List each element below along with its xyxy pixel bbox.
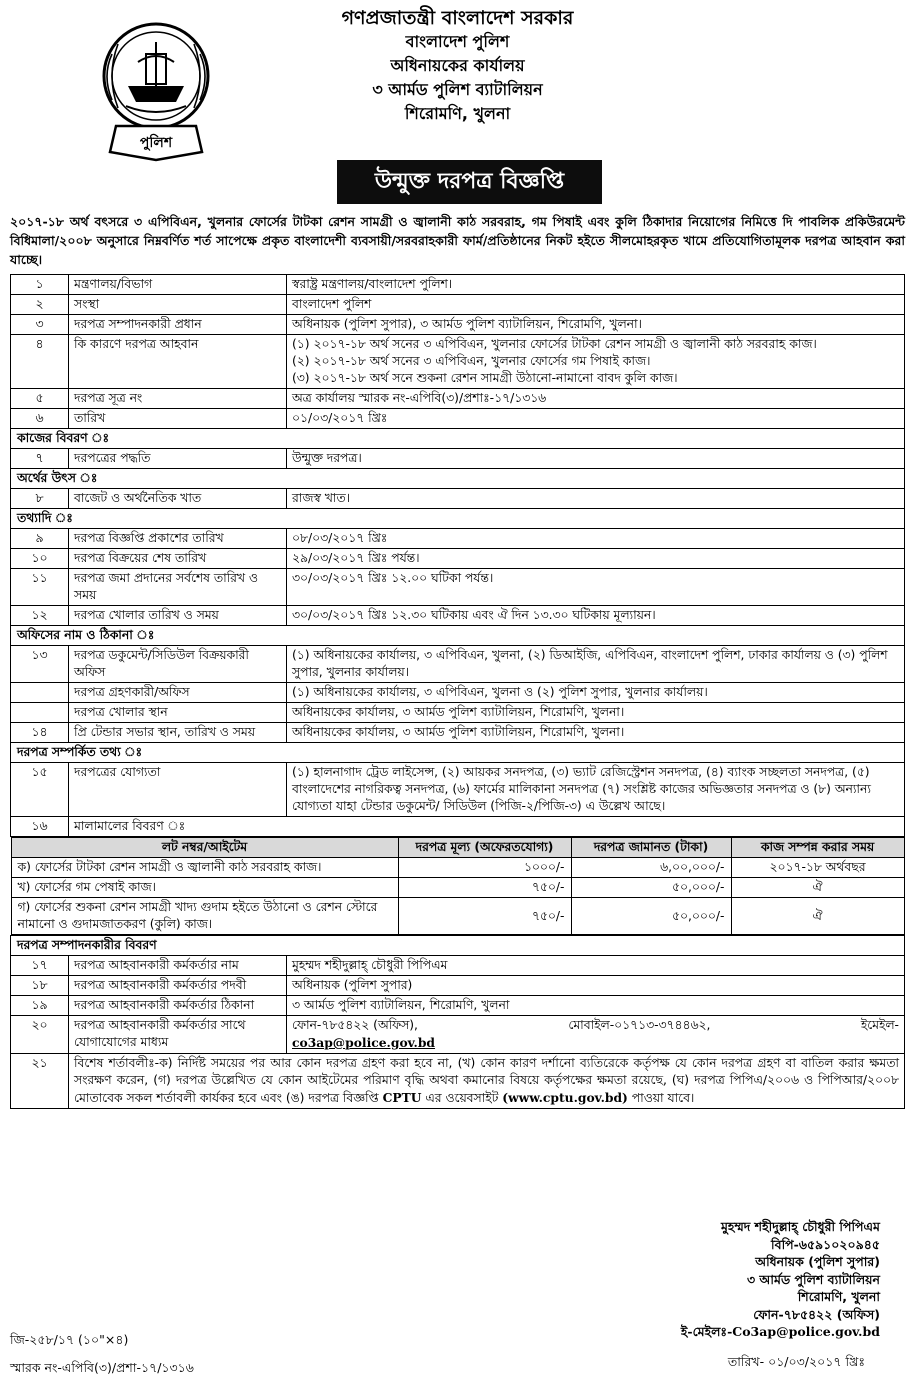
signatory-name: মুহম্মদ শহীদুল্লাহ্ চৌধুরী পিপিএম — [720, 1219, 880, 1234]
table-row — [11, 449, 905, 469]
row-value: অধিনায়কের কার্যালয়, ৩ আর্মড পুলিশ ব্যাটালিয়ন, শিরোমণি, খুলনা। — [287, 703, 905, 723]
row-value: ৩০/০৩/২০১৭ খ্রিঃ ১২.৩০ ঘটিকায় এবং ঐ দিন ১৩.৩০ ঘটিকায় মূল্যায়ন। — [287, 606, 905, 626]
cptu-website-link[interactable]: (www.cptu.gov.bd) — [502, 1090, 628, 1105]
table-row — [11, 703, 905, 723]
section-heading: কাজের বিবরণ ঃ — [11, 429, 905, 449]
row-value: অধিনায়ক (পুলিশ সুপার) — [287, 976, 905, 996]
row-number: ১৬ — [11, 817, 69, 837]
row-value: অধিনায়ক (পুলিশ সুপার), ৩ আর্মড পুলিশ ব্যাটালিয়ন, শিরোমণি, খুলনা। — [287, 315, 905, 335]
table-row — [11, 1016, 905, 1054]
row-value: মুহম্মদ শহীদুল্লাহ্ চৌধুরী পিপিএম — [287, 956, 905, 976]
section-heading: অফিসের নাম ও ঠিকানা ঃ — [11, 626, 905, 646]
intro-paragraph: ২০১৭-১৮ অর্থ বৎসরে ৩ এপিবিএন, খুলনার ফোর্সের টাটকা রেশন সামগ্রী ও জ্বালানী কাঠ সরবরাহ, গম পিষাই এবং কুলি ঠিকাদার নিয়োগের নিমিত্তে দি পাবলিক প্রকিউরমেন্ট বিধিমালা/২০০৮ অনুসারে নিম্নবর্ণিত শর্ত সাপেক্ষে প্রকৃত বাংলাদেশী ব্যবসায়ী/সরবরাহকারী ফার্ম/প্রতিষ্ঠানের নিকট হইতে সীলমোহরকৃত খামে প্রতিযোগিতামূলক দরপত্র আহবান করা যাচ্ছে। — [10, 214, 905, 267]
row-label: বাজেট ও অর্থনৈতিক খাত — [69, 489, 287, 509]
conditions-text: বিশেষ শর্তাবলীঃ-ক) নির্দিষ্ট সময়ের পর আর কোন দরপত্র গ্রহণ করা হবে না, (খ) কোন কারণ দর্শানো ব্যতিরেকে কর্তৃপক্ষ যে কোন দরপত্র গ্রহণ বা বাতিল করার ক্ষমতা সংরক্ষণ করেন, (গ) দরপত্র উল্লেখিত যে কোন আইটেমের পরিমাণ বৃদ্ধি অথবা কমানোর বিষয়ে কর্তৃপক্ষের ক্ষমতা রয়েছে, (ঘ) দরপত্র পিপিএ/২০০৬ ও পিপিআর/২০০৮ মোতাবেক সকল শর্তাবলী কার্যকর হবে এবং (ঙ) দরপত্র বিজ্ঞপ্তি — [74, 1056, 899, 1105]
table-row — [11, 646, 905, 683]
table-row — [11, 389, 905, 409]
signatory-bp: বিপি-৬৫৯১০২০৯৪৫ — [771, 1236, 880, 1252]
row-number: ৯ — [11, 529, 69, 549]
section-row — [11, 626, 905, 646]
signatory-location: শিরোমণি, খুলনা — [797, 1289, 880, 1304]
item-price: ১০০০/- — [398, 858, 571, 878]
table-row — [11, 817, 905, 837]
row-value — [287, 1016, 905, 1054]
row-label: তারিখ — [69, 409, 287, 429]
row-label: দরপত্র গ্রহণকারী/অফিস — [69, 683, 287, 703]
row-label: দরপত্রের পদ্ধতি — [69, 449, 287, 469]
signatory-phone: ফোন-৭৮৫৪২২ (অফিস) — [753, 1306, 880, 1322]
item-row — [11, 858, 904, 878]
conditions-text-2: এর ওয়েবসাইট — [425, 1091, 499, 1105]
table-row — [11, 956, 905, 976]
conditions-text-3: পাওয়া যাবে। — [631, 1091, 695, 1105]
row-number: ৬ — [11, 409, 69, 429]
police-emblem-icon — [98, 14, 214, 164]
item-security: ৫০,০০০/- — [571, 878, 731, 898]
column-header: দরপত্র মূল্য (অফেরতযোগ্য) — [398, 838, 571, 858]
row-number: ৮ — [11, 489, 69, 509]
row-value: অধিনায়কের কার্যালয়, ৩ আর্মড পুলিশ ব্যাটালিয়ন, শিরোমণি, খুলনা। — [287, 723, 905, 743]
row-label: মালামালের বিবরণ ঃ — [69, 817, 905, 837]
table-row — [11, 275, 905, 295]
table-row — [11, 606, 905, 626]
items-header-row — [11, 838, 904, 858]
items-table — [11, 837, 905, 935]
table-row — [11, 529, 905, 549]
row-value — [287, 335, 905, 389]
row-label: দরপত্র আহবানকারী কর্মকর্তার পদবী — [69, 976, 287, 996]
item-time: ২০১৭-১৮ অর্থবছর — [731, 858, 904, 878]
row-number: ১৭ — [11, 956, 69, 976]
row-label: দরপত্র আহবানকারী কর্মকর্তার নাম — [69, 956, 287, 976]
row-number — [11, 683, 69, 703]
item-price: ৭৫০/- — [398, 878, 571, 898]
special-conditions — [69, 1054, 905, 1109]
table-row — [11, 763, 905, 817]
row-label: দরপত্র বিজ্ঞপ্তি প্রকাশের তারিখ — [69, 529, 287, 549]
table-row — [11, 335, 905, 389]
row-value: উন্মুক্ত দরপত্র। — [287, 449, 905, 469]
footer-refs — [10, 1326, 194, 1382]
table-row — [11, 295, 905, 315]
row-number: ১৮ — [11, 976, 69, 996]
contact-phone: ফোন-৭৮৫৪২২ (অফিস), — [292, 1018, 418, 1032]
item-security: ৬,০০,০০০/- — [571, 858, 731, 878]
row-number: ২০ — [11, 1016, 69, 1054]
table-row — [11, 976, 905, 996]
row-number: ১ — [11, 275, 69, 295]
row-label: দরপত্র খোলার স্থান — [69, 703, 287, 723]
row-value: (১) অধিনায়কের কার্যালয়, ৩ এপিবিএন, খুলনা, (২) ডিআইজি, এপিবিএন, বাংলাদেশ পুলিশ, ঢাকার কার্যালয় ও (৩) পুলিশ সুপার, খুলনার কার্যালয়। — [287, 646, 905, 683]
row-label: দরপত্র সম্পাদনকারী প্রধান — [69, 315, 287, 335]
signatory-email[interactable]: ই-মেইলঃ-Co3ap@police.gov.bd — [680, 1324, 880, 1339]
section-row — [11, 429, 905, 449]
item-description: খ) ফোর্সের গম পেষাই কাজ। — [11, 878, 398, 898]
table-row — [11, 1054, 905, 1109]
row-number — [11, 703, 69, 723]
contact-email-label: ইমেইল- — [860, 1018, 899, 1032]
row-number: ১৫ — [11, 763, 69, 817]
row-value: রাজস্ব খাত। — [287, 489, 905, 509]
row-value: স্বরাষ্ট্র মন্ত্রণালয়/বাংলাদেশ পুলিশ। — [287, 275, 905, 295]
row-label: দরপত্র ডকুমেন্ট/সিডিউল বিক্রয়কারী অফিস — [69, 646, 287, 683]
row-label: সংস্থা — [69, 295, 287, 315]
signatory-designation: অধিনায়ক (পুলিশ সুপার) — [755, 1254, 880, 1269]
table-row — [11, 315, 905, 335]
row-label: দরপত্র আহবানকারী কর্মকর্তার সাথে যোগাযোগের মাধ্যম — [69, 1016, 287, 1054]
item-description: ক) ফোর্সের টাটকা রেশন সামগ্রী ও জ্বালানী কাঠ সরবরাহ কাজ। — [11, 858, 398, 878]
row-label: দরপত্র জমা প্রদানের সর্বশেষ তারিখ ও সময় — [69, 569, 287, 606]
table-row — [11, 549, 905, 569]
row-number: ৫ — [11, 389, 69, 409]
header — [0, 0, 915, 150]
column-header: কাজ সম্পন্ন করার সময় — [731, 838, 904, 858]
press-ref: জি-২৫৮/১৭ (১০"×৪) — [10, 1332, 129, 1347]
reason-3: (৩) ২০১৭-১৮ অর্থ সনে শুকনা রেশন সামগ্রী উঠানো-নামানো বাবদ কুলি কাজ। — [292, 371, 678, 385]
section-heading: দরপত্র সম্পাদনকারীর বিবরণ — [11, 936, 905, 956]
header-lines — [230, 6, 685, 126]
row-value: (১) হালনাগাদ ট্রেড লাইসেন্স, (২) আয়কর সনদপত্র, (৩) ভ্যাট রেজিস্ট্রেশন সনদপত্র, (৪) ব্যাংক সচ্ছলতা সনদপত্র, (৫) বাংলাদেশের নাগরিকত্ব সনদপত্র, (৬) ফার্মের মালিকানা সনদপত্র (৭) সংশ্লিষ্ট কাজের অভিজ্ঞতার সনদপত্র ও (৮) অন্যান্য যোগ্যতা যাহা টেন্ডার ডকুমেন্ট/ সিডিউল (পিজি-২/পিজি-৩) এ উল্লেখ আছে। — [287, 763, 905, 817]
row-label: দরপত্র খোলার তারিখ ও সময় — [69, 606, 287, 626]
police-title: বাংলাদেশ পুলিশ — [405, 32, 510, 51]
table-row — [11, 683, 905, 703]
row-number: ১০ — [11, 549, 69, 569]
notice-title: উন্মুক্ত দরপত্র বিজ্ঞপ্তি — [337, 160, 602, 204]
tender-table — [10, 274, 905, 1109]
signatory-unit: ৩ আর্মড পুলিশ ব্যাটালিয়ন — [746, 1271, 880, 1287]
row-number: ২১ — [11, 1054, 69, 1109]
row-value: ০১/০৩/২০১৭ খ্রিঃ — [287, 409, 905, 429]
row-number: ১২ — [11, 606, 69, 626]
row-label: দরপত্রের যোগ্যতা — [69, 763, 287, 817]
row-number: ১৯ — [11, 996, 69, 1016]
row-number: ১৩ — [11, 646, 69, 683]
table-row — [11, 409, 905, 429]
reason-1: (১) ২০১৭-১৮ অর্থ সনের ৩ এপিবিএন, খুলনার ফোর্সের টাটকা রেশন সামগ্রী ও জ্বালানী কাঠ সরবরাহ কাজ। — [292, 337, 817, 351]
row-label: প্রি টেন্ডার সভার স্থান, তারিখ ও সময় — [69, 723, 287, 743]
row-label: দরপত্র সূত্র নং — [69, 389, 287, 409]
signature-block — [560, 1218, 880, 1341]
item-security: ৫০,০০০/- — [571, 898, 731, 935]
section-row — [11, 743, 905, 763]
section-row — [11, 509, 905, 529]
emblem-text: পুলিশ — [139, 135, 173, 151]
row-number: ৭ — [11, 449, 69, 469]
column-header: দরপত্র জামানত (টাকা) — [571, 838, 731, 858]
cptu-label: CPTU — [382, 1090, 422, 1105]
table-row — [11, 489, 905, 509]
contact-mobile: মোবাইল-০১৭১৩-৩৭৪৪৬২, — [568, 1018, 711, 1032]
row-label: কি কারণে দরপত্র আহবান — [69, 335, 287, 389]
row-value: ০৮/০৩/২০১৭ খ্রিঃ — [287, 529, 905, 549]
section-row — [11, 469, 905, 489]
row-label: দরপত্র বিক্রয়ের শেষ তারিখ — [69, 549, 287, 569]
row-value: বাংলাদেশ পুলিশ — [287, 295, 905, 315]
item-row — [11, 898, 904, 935]
row-label: মন্ত্রণালয়/বিভাগ — [69, 275, 287, 295]
items-row — [11, 837, 905, 936]
govt-title: গণপ্রজাতন্ত্রী বাংলাদেশ সরকার — [341, 7, 574, 29]
memo-ref: স্মারক নং-এপিবি(৩)/প্রশা-১৭/১৩১৬ — [10, 1360, 194, 1375]
row-value: অত্র কার্যালয় স্মারক নং-এপিবি(৩)/প্রশাঃ-১৭/১৩১৬ — [287, 389, 905, 409]
section-heading: দরপত্র সম্পর্কিত তথ্য ঃ — [11, 743, 905, 763]
item-price: ৭৫০/- — [398, 898, 571, 935]
row-number: ৪ — [11, 335, 69, 389]
section-row — [11, 936, 905, 956]
table-row — [11, 723, 905, 743]
column-header: লট নম্বর/আইটেম — [11, 838, 398, 858]
table-row — [11, 996, 905, 1016]
item-description: গ) ফোর্সের শুকনা রেশন সামগ্রী খাদ্য গুদাম হইতে উঠানো ও রেশন স্টোরে নামানো ও গুদামজাতকরণ (কুলি) কাজ। — [11, 898, 398, 935]
row-value: (১) অধিনায়কের কার্যালয়, ৩ এপিবিএন, খুলনা ও (২) পুলিশ সুপার, খুলনার কার্যালয়। — [287, 683, 905, 703]
row-number: ১১ — [11, 569, 69, 606]
footer-date: তারিখ- ০১/০৩/২০১৭ খ্রিঃ — [727, 1354, 865, 1369]
row-label: দরপত্র আহবানকারী কর্মকর্তার ঠিকানা — [69, 996, 287, 1016]
office-title: অধিনায়কের কার্যালয় — [390, 56, 525, 75]
row-number: ২ — [11, 295, 69, 315]
item-time: ঐ — [731, 878, 904, 898]
section-heading: অর্থের উৎস ঃ — [11, 469, 905, 489]
row-value: ২৯/০৩/২০১৭ খ্রিঃ পর্যন্ত। — [287, 549, 905, 569]
section-heading: তথ্যাদি ঃ — [11, 509, 905, 529]
contact-email-link[interactable]: co3ap@police.gov.bd — [292, 1035, 436, 1050]
item-time: ঐ — [731, 898, 904, 935]
table-row — [11, 569, 905, 606]
row-value: ৩০/০৩/২০১৭ খ্রিঃ ১২.০০ ঘটিকা পর্যন্ত। — [287, 569, 905, 606]
battalion-title: ৩ আর্মড পুলিশ ব্যাটালিয়ন — [372, 80, 543, 99]
row-number: ৩ — [11, 315, 69, 335]
row-value: ৩ আর্মড পুলিশ ব্যাটালিয়ন, শিরোমণি, খুলনা — [287, 996, 905, 1016]
row-number: ১৪ — [11, 723, 69, 743]
reason-2: (২) ২০১৭-১৮ অর্থ সনের ৩ এপিবিএন, খুলনার ফোর্সের গম পিষাই কাজ। — [292, 354, 651, 368]
location-title: শিরোমণি, খুলনা — [404, 104, 511, 123]
item-row — [11, 878, 904, 898]
